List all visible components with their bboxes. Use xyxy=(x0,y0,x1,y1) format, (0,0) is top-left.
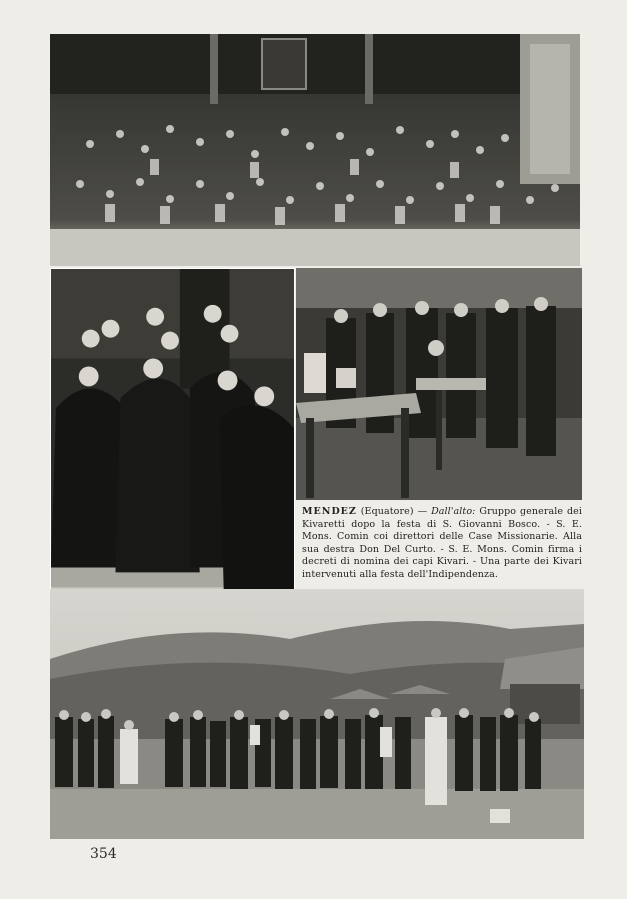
caption-dash: — xyxy=(417,506,428,517)
caption-region: (Equatore) xyxy=(360,506,414,517)
photo-signing-decrees xyxy=(296,268,582,500)
caption-text: Gruppo generale dei Kivaretti dopo la festa di S. Giovanni Bosco. - S. E. Mons. Comin coi direttori delle Case Missionarie. Alla sua destra Don Del Curto. - S. E. Mons. Comin firma i decreti di nomina dei capi Kivari. - Una parte dei Kivari intervenuti alla festa dell'Indipendenza. xyxy=(302,506,583,580)
page-number: 354 xyxy=(90,846,117,862)
photo-signing-decrees-image xyxy=(296,268,582,500)
photo-kivari-independence-image xyxy=(50,589,584,839)
caption-lead: Dall'alto: xyxy=(431,506,476,517)
photo-kivari-independence xyxy=(50,589,584,839)
caption-place: MENDEZ xyxy=(302,506,357,517)
photo-group-kivaretti-image xyxy=(50,34,580,266)
photo-group-kivaretti xyxy=(50,34,580,266)
photo-caption xyxy=(302,506,582,581)
